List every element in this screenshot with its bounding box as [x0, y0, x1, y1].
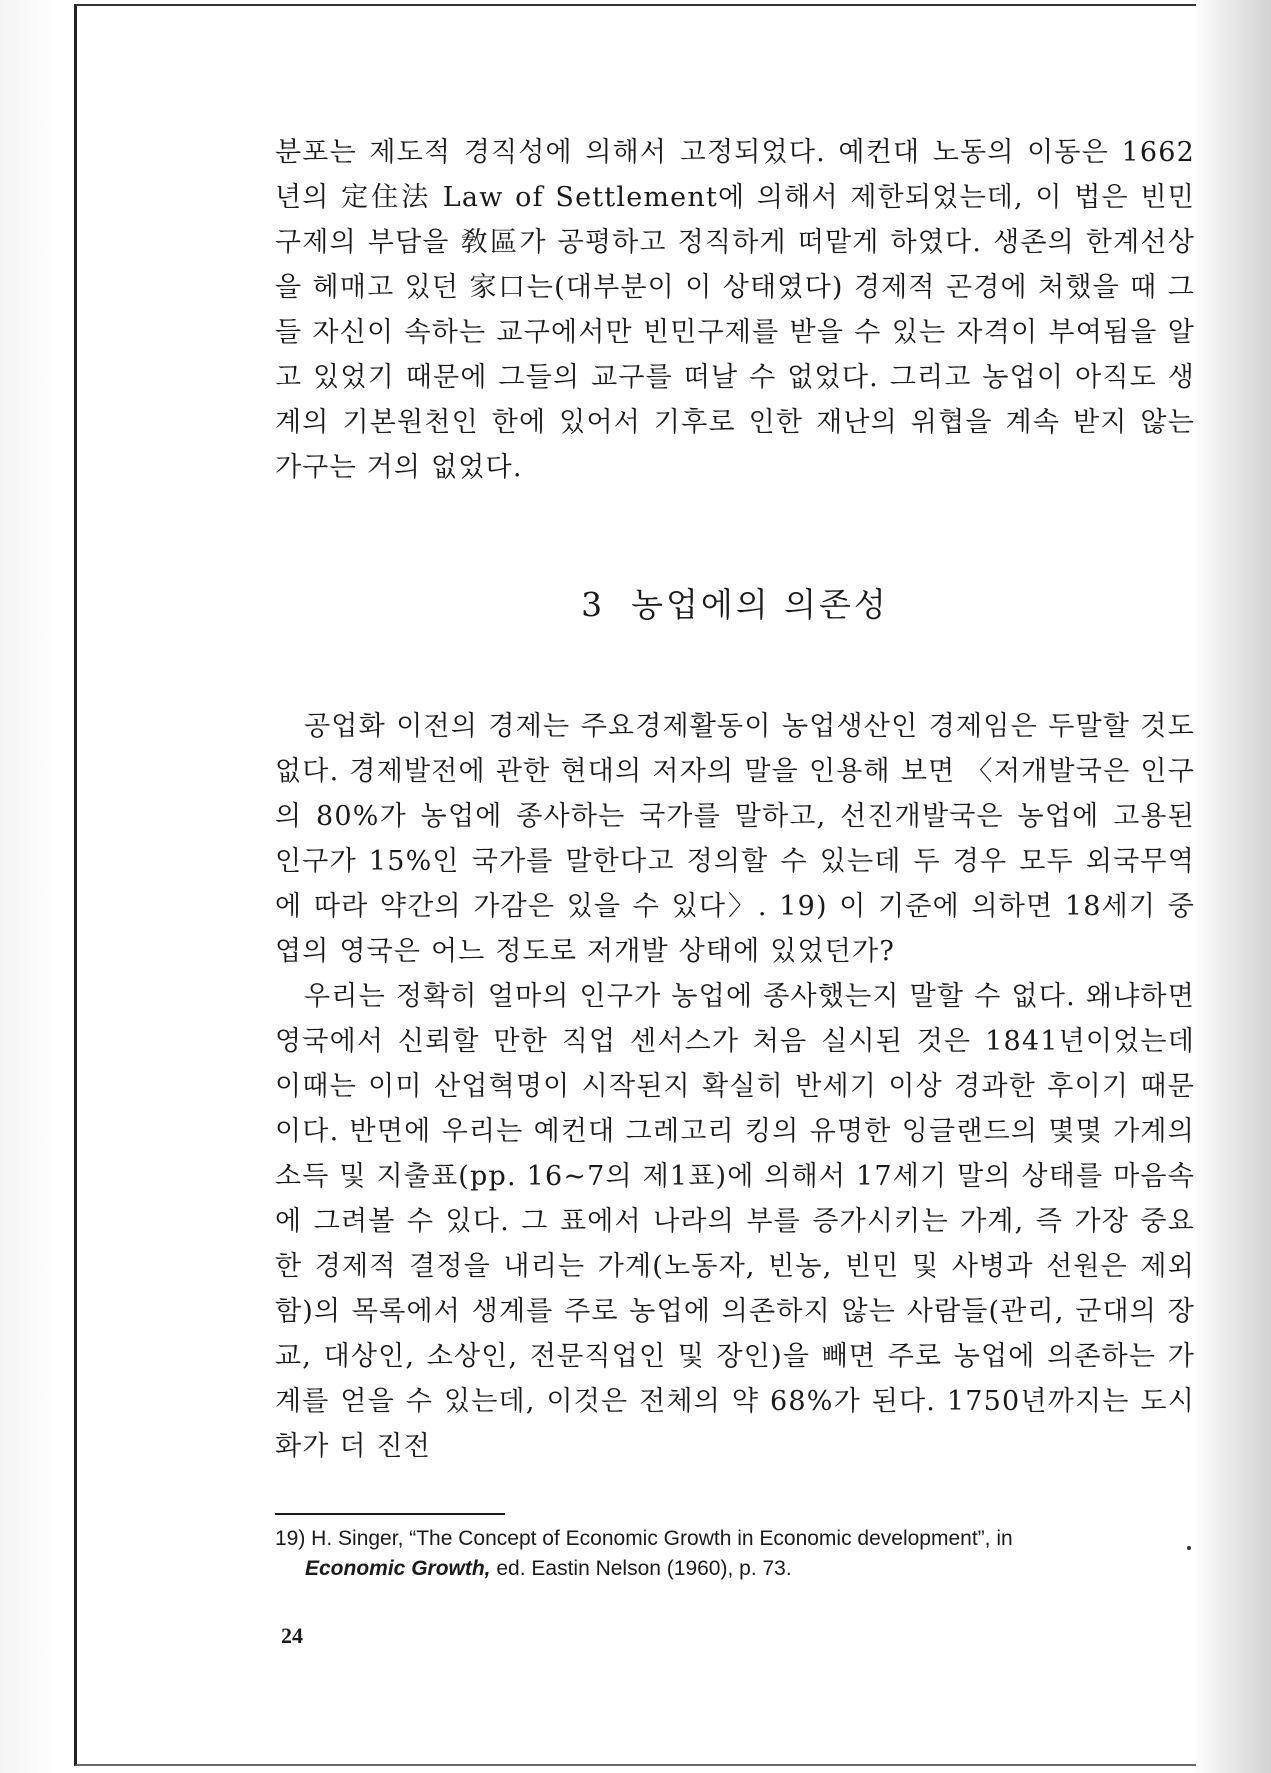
intro-paragraph: 분포는 제도적 경직성에 의해서 고정되었다. 예컨대 노동의 이동은 1662년의 定住法 Law of Settlement에 의해서 제한되었는데, 이 법은 빈민구제의 부담을 敎區가 공평하고 정직하게 떠맡게 하였다. 생존의 한계선상을 헤매고 있던 家口는(대부분이 이 상태였다) 경제적 곤경에 처했을 때 그들 자신이 속하는 교구에서만 빈민구제를 받을 수 있는 자격이 부여됨을 알고 있었기 때문에 그들의 교구를 떠날 수 없었다. 그리고 농업이 아직도 생계의 기본원천인 한에 있어서 기후로 인한 재난의 위협을 계속 받지 않는 가구는 거의 없었다. [275, 137, 1195, 483]
section-title: 농업에의 의존성 [631, 585, 889, 624]
section-heading [275, 579, 1195, 626]
section-number: 3 [581, 585, 606, 624]
viewer-right-shadow [1191, 0, 1271, 1773]
footnote-19 [275, 1524, 1195, 1584]
body-paragraph-2: 우리는 정확히 얼마의 인구가 농업에 종사했는지 말할 수 없다. 왜냐하면 영국에서 신뢰할 만한 직업 센서스가 처음 실시된 것은 1841년이었는데 이때는 이미 산업혁명이 시작된지 확실히 반세기 이상 경과한 후이기 때문이다. 반면에 우리는 예컨대 그레고리 킹의 유명한 잉글랜드의 몇몇 가계의 소득 및 지출표(pp. 16~7의 제1표)에 의해서 17세기 말의 상태를 마음속에 그려볼 수 있다. 그 표에서 나라의 부를 증가시키는 가계, 즉 가장 중요한 경제적 결정을 내리는 가계(노동자, 빈농, 빈민 및 사병과 선원은 제외함)의 목록에서 생계를 주로 농업에 의존하지 않는 사람들(관리, 군대의 장교, 대상인, 소상인, 전문직업인 및 장인)을 빼면 주로 농업에 의존하는 가계를 얻을 수 있는데, 이것은 전체의 약 68%가 된다. 1750년까지는 도시화가 더 진전 [275, 981, 1195, 1462]
body-paragraph-1: 공업화 이전의 경제는 주요경제활동이 농업생산인 경제임은 두말할 것도 없다. 경제발전에 관한 현대의 저자의 말을 인용해 보면 〈저개발국은 인구의 80%가 농업에 종사하는 국가를 말하고, 선진개발국은 농업에 고용된 인구가 15%인 국가를 말한다고 정의할 수 있는데 두 경우 모두 외국무역에 따라 약간의 가감은 있을 수 있다〉. 19) 이 기준에 의하면 18세기 중엽의 영국은 어느 정도로 저개발 상태에 있었던가? [275, 711, 1195, 967]
footnote-source-details: ed. Eastin Nelson (1960), p. 73. [490, 1557, 792, 1580]
page-number: 24 [281, 1623, 303, 1648]
book-page [74, 4, 1196, 1766]
stray-mark [1187, 1546, 1191, 1550]
footnote-line-1: 19) H. Singer, “The Concept of Economic Growth in Economic development”, in [275, 1527, 1013, 1550]
footnote-source-title: Economic Growth, [305, 1557, 491, 1580]
footnote-divider [275, 1513, 505, 1515]
intro-text-block [275, 130, 1195, 490]
body-text-block [275, 704, 1195, 1469]
footnote-line-2 [275, 1554, 1195, 1584]
viewer-left-margin [0, 0, 74, 1773]
